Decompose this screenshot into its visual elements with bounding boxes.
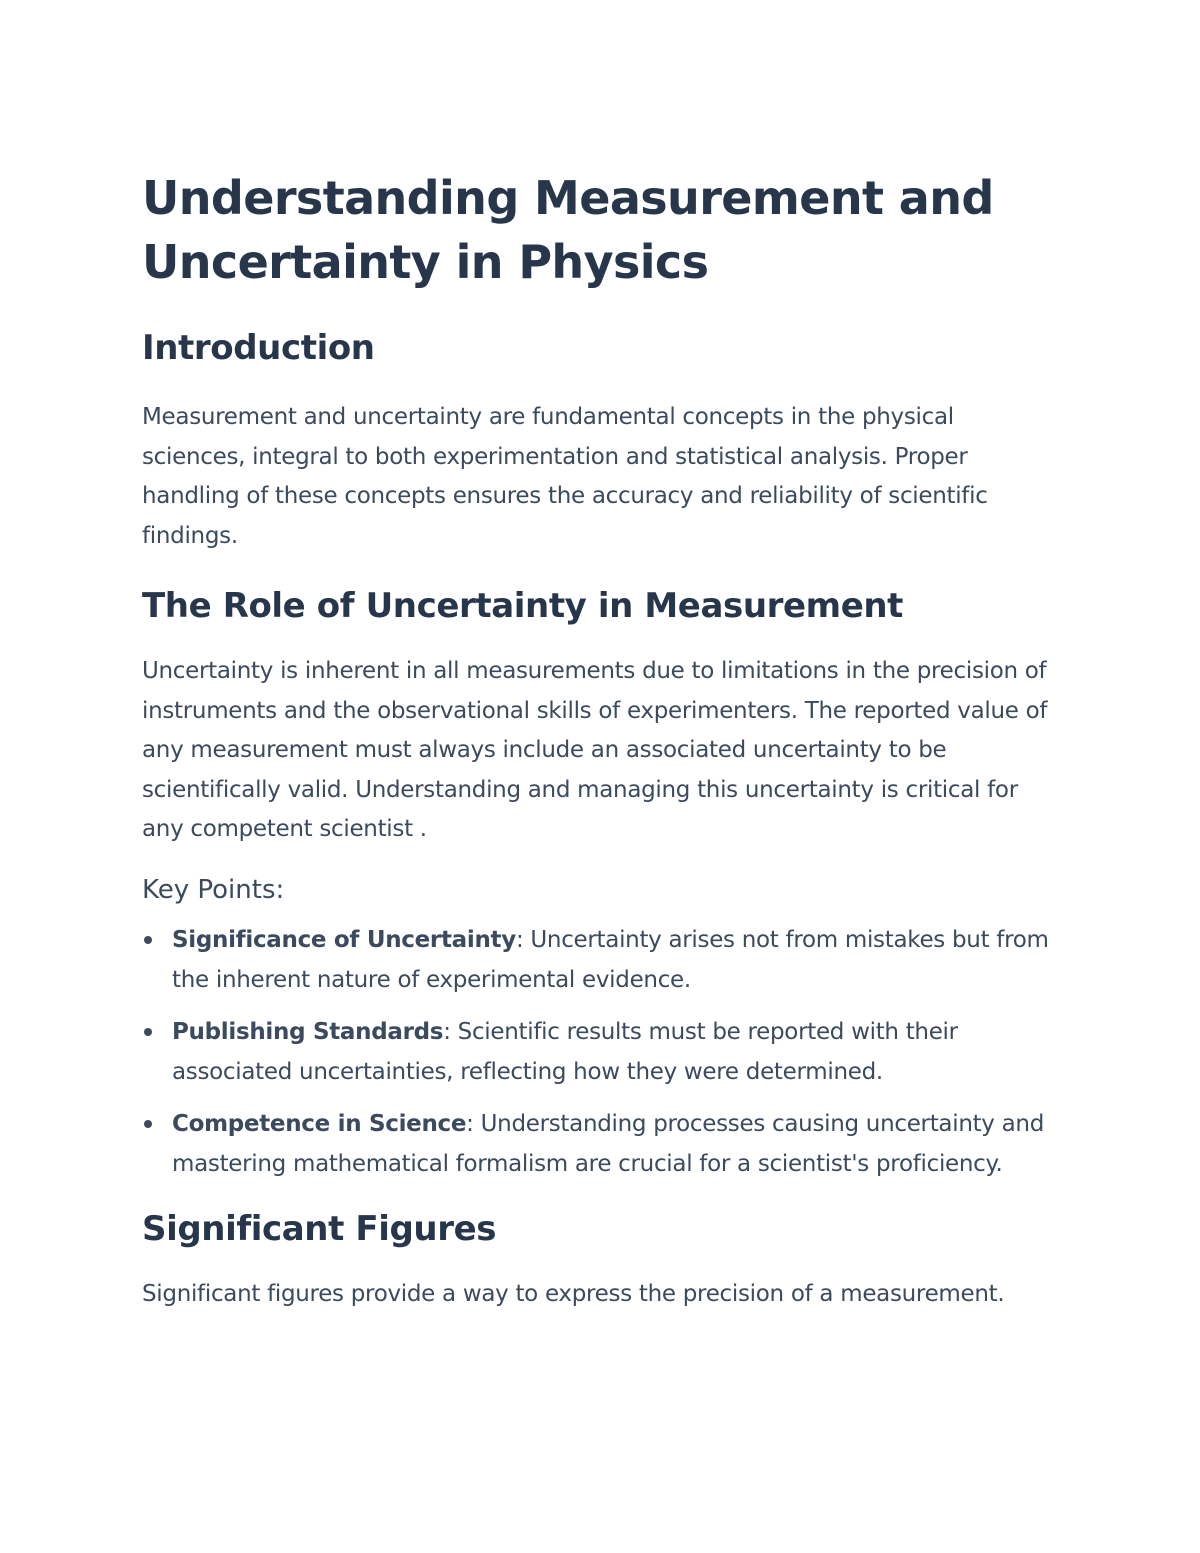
key-point-term: Competence in Science <box>172 1110 467 1137</box>
section-heading-role-of-uncertainty: The Role of Uncertainty in Measurement <box>142 586 904 626</box>
list-item <box>142 1012 1062 1093</box>
key-point-text: : Understanding processes causing uncertainty and mastering mathematical formalism are crucial for a scientist's proficiency. <box>172 1110 1045 1177</box>
section-body-role-of-uncertainty: Uncertainty is inherent in all measurements due to limitations in the precision of instruments and the observational skills of experimenters. The reported value of any measurement must always include an associated uncertainty to be scientifically valid. Understanding and managing this uncertainty is critical for any competent scientist . <box>142 658 1048 842</box>
key-point-text: : Uncertainty arises not from mistakes but from the inherent nature of experimental evidence. <box>172 926 1049 993</box>
section-body-introduction: Measurement and uncertainty are fundamental concepts in the physical sciences, integral to both experimentation and statistical analysis. Proper handling of these concepts ensures the accuracy and reliability of scientific findings. <box>142 404 988 549</box>
document-title: Understanding Measurement and Uncertainty in Physics <box>142 171 994 289</box>
section-heading-significant-figures: Significant Figures <box>142 1208 497 1249</box>
section-heading-introduction: Introduction <box>142 328 375 368</box>
list-item <box>142 920 1062 1001</box>
key-point-term: Significance of Uncertainty <box>172 926 516 953</box>
bullet-icon <box>144 1028 152 1036</box>
bullet-icon <box>144 1120 152 1128</box>
key-point-term: Publishing Standards <box>172 1018 444 1045</box>
key-points-label: Key Points: <box>142 874 285 905</box>
document-page <box>142 166 1062 1314</box>
list-item <box>142 1104 1062 1185</box>
key-points-list <box>142 920 1062 1185</box>
key-point-text: : Scientific results must be reported with their associated uncertainties, reflecting how they were determined. <box>172 1018 958 1085</box>
section-body-significant-figures: Significant figures provide a way to express the precision of a measurement. <box>142 1280 1005 1307</box>
bullet-icon <box>144 936 152 944</box>
